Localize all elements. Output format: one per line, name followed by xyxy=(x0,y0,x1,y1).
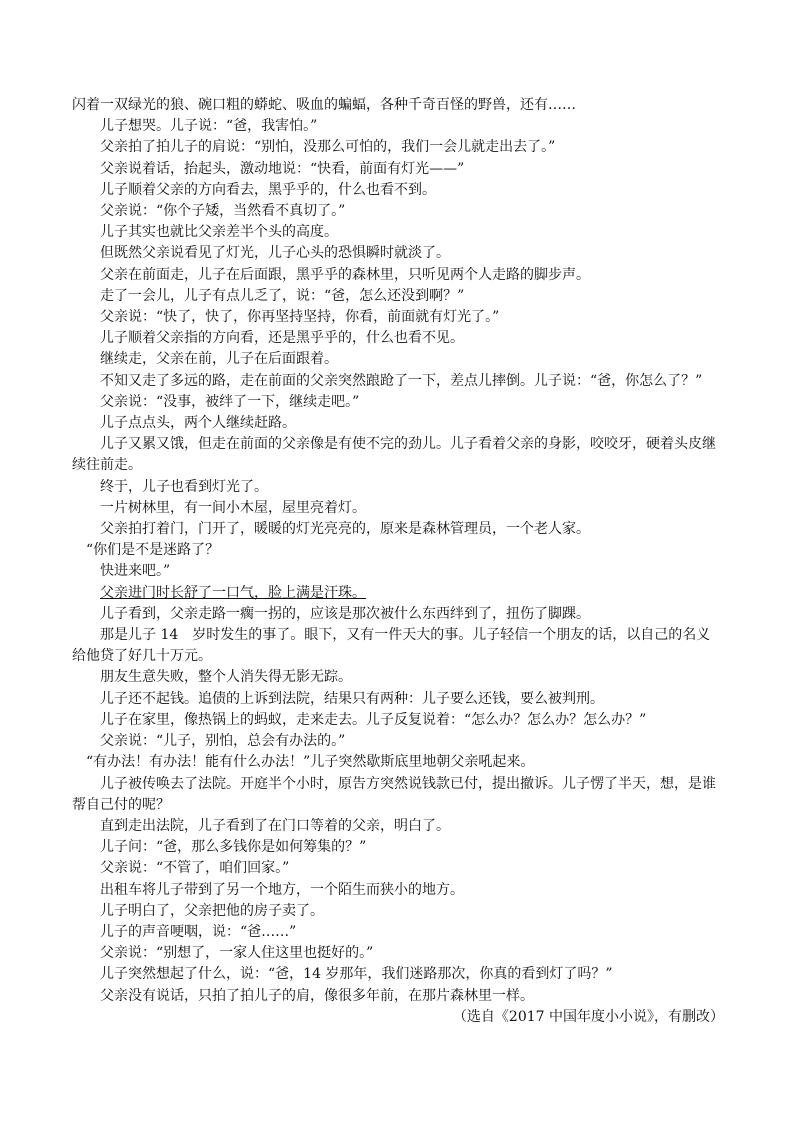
underlined-sentence: 父亲进门时长舒了一口气，脸上满是汗珠。 xyxy=(100,584,366,601)
paragraph: “有办法！有办法！能有什么办法！”儿子突然歇斯底里地朝父亲吼起来。 xyxy=(86,754,535,771)
paragraph: 闪着一双绿光的狼、碗口粗的蟒蛇、吸血的蝙蝠，各种千奇百怪的野兽，还有…… xyxy=(72,97,576,113)
paragraph: 父亲说：“别想了，一家人住这里也挺好的。” xyxy=(100,945,374,962)
paragraph: 儿子问：“爸，那么多钱你是如何筹集的？” xyxy=(100,839,367,856)
paragraph: 父亲说：“没事，被绊了一下，继续走吧。” xyxy=(100,393,360,410)
paragraph: 儿子看到，父亲走路一瘸一拐的，应该是那次被什么东西绊到了，扭伤了脚踝。 xyxy=(100,605,590,622)
paragraph: 继续走，父亲在前，儿子在后面跟着。 xyxy=(100,351,338,368)
paragraph: 父亲说：“快了，快了，你再坚持坚持，你看，前面就有灯光了。” xyxy=(100,309,500,326)
paragraph: 儿子明白了，父亲把他的房子卖了。 xyxy=(100,902,324,919)
paragraph: “你们是不是迷路了？ xyxy=(86,542,220,559)
paragraph: 那是儿子 14 岁时发生的事了。眼下，又有一件天大的事。儿子轻信一个朋友的话，以自己的名义给他贷了好几十万元。 xyxy=(72,627,711,665)
paragraph: 父亲没有说话，只拍了拍儿子的肩，像很多年前，在那片森林里一样。 xyxy=(100,987,534,1004)
paragraph: 父亲说着话，抬起头，激动地说：“快看，前面有灯光——” xyxy=(100,160,465,177)
paragraph: 儿子的声音哽咽，说：“爸……” xyxy=(100,923,297,940)
paragraph-underlined xyxy=(72,583,724,604)
paragraph: 儿子想哭。儿子说：“爸，我害怕。” xyxy=(100,118,318,135)
paragraph: 父亲拍了拍儿子的肩说：“别怕，没那么可怕的，我们一会儿就走出去了。” xyxy=(100,139,556,156)
paragraph: 父亲拍打着门，门开了，暖暖的灯光亮亮的，原来是森林管理员，一个老人家。 xyxy=(100,521,590,538)
paragraph: 儿子还不起钱。追债的上诉到法院，结果只有两种：儿子要么还钱，要么被判刑。 xyxy=(100,690,604,707)
source-citation: （选自《2017 中国年度小小说》，有删改） xyxy=(452,1008,724,1025)
article-body xyxy=(72,95,724,1042)
paragraph: 儿子其实也就比父亲差半个头的高度。 xyxy=(100,224,338,241)
paragraph: 但既然父亲说看见了灯光，儿子心头的恐惧瞬时就淡了。 xyxy=(100,245,450,262)
paragraph: 父亲说：“你个子矮，当然看不真切了。” xyxy=(100,203,346,220)
paragraph: 走了一会儿，儿子有点儿乏了，说：“爸，怎么还没到啊？” xyxy=(100,287,465,304)
paragraph: 父亲在前面走，儿子在后面跟，黑乎乎的森林里，只听见两个人走路的脚步声。 xyxy=(100,266,590,283)
paragraph: 快进来吧。” xyxy=(100,563,171,580)
paragraph: 儿子点点头，两个人继续赶路。 xyxy=(100,415,296,432)
paragraph: 儿子又累又饿，但走在前面的父亲像是有使不完的劲儿。儿子看着父亲的身影，咬咬牙，硬着头皮继续往前走。 xyxy=(72,436,716,474)
paragraph: 儿子顺着父亲的方向看去，黑乎乎的，什么也看不到。 xyxy=(100,181,436,198)
paragraph: 出租车将儿子带到了另一个地方，一个陌生而狭小的地方。 xyxy=(100,881,464,898)
paragraph: 一片树林里，有一间小木屋，屋里亮着灯。 xyxy=(100,499,366,516)
paragraph: 儿子突然想起了什么，说：“爸，14 岁那年，我们迷路那次，你真的看到灯了吗？” xyxy=(100,966,613,983)
paragraph: 朋友生意失败，整个人消失得无影无踪。 xyxy=(100,669,352,686)
paragraph: 直到走出法院，儿子看到了在门口等着的父亲，明白了。 xyxy=(100,817,450,834)
paragraph: 儿子在家里，像热锅上的蚂蚁，走来走去。儿子反复说着：“怎么办？怎么办？怎么办？” xyxy=(100,711,647,728)
paragraph: 父亲说：“不管了，咱们回家。” xyxy=(100,860,290,877)
paragraph: 父亲说：“儿子，别怕，总会有办法的。” xyxy=(100,733,346,750)
paragraph: 不知又走了多远的路，走在前面的父亲突然踉跄了一下，差点儿摔倒。儿子说：“爸，你怎么了？” xyxy=(100,372,703,389)
paragraph: 终于，儿子也看到灯光了。 xyxy=(100,478,268,495)
paragraph: 儿子顺着父亲指的方向看，还是黑乎乎的，什么也看不见。 xyxy=(100,330,464,347)
paragraph: 儿子被传唤去了法院。开庭半个小时，原告方突然说钱款已付，提出撤诉。儿子愣了半天，想，是谁帮自己付的呢？ xyxy=(72,775,716,813)
